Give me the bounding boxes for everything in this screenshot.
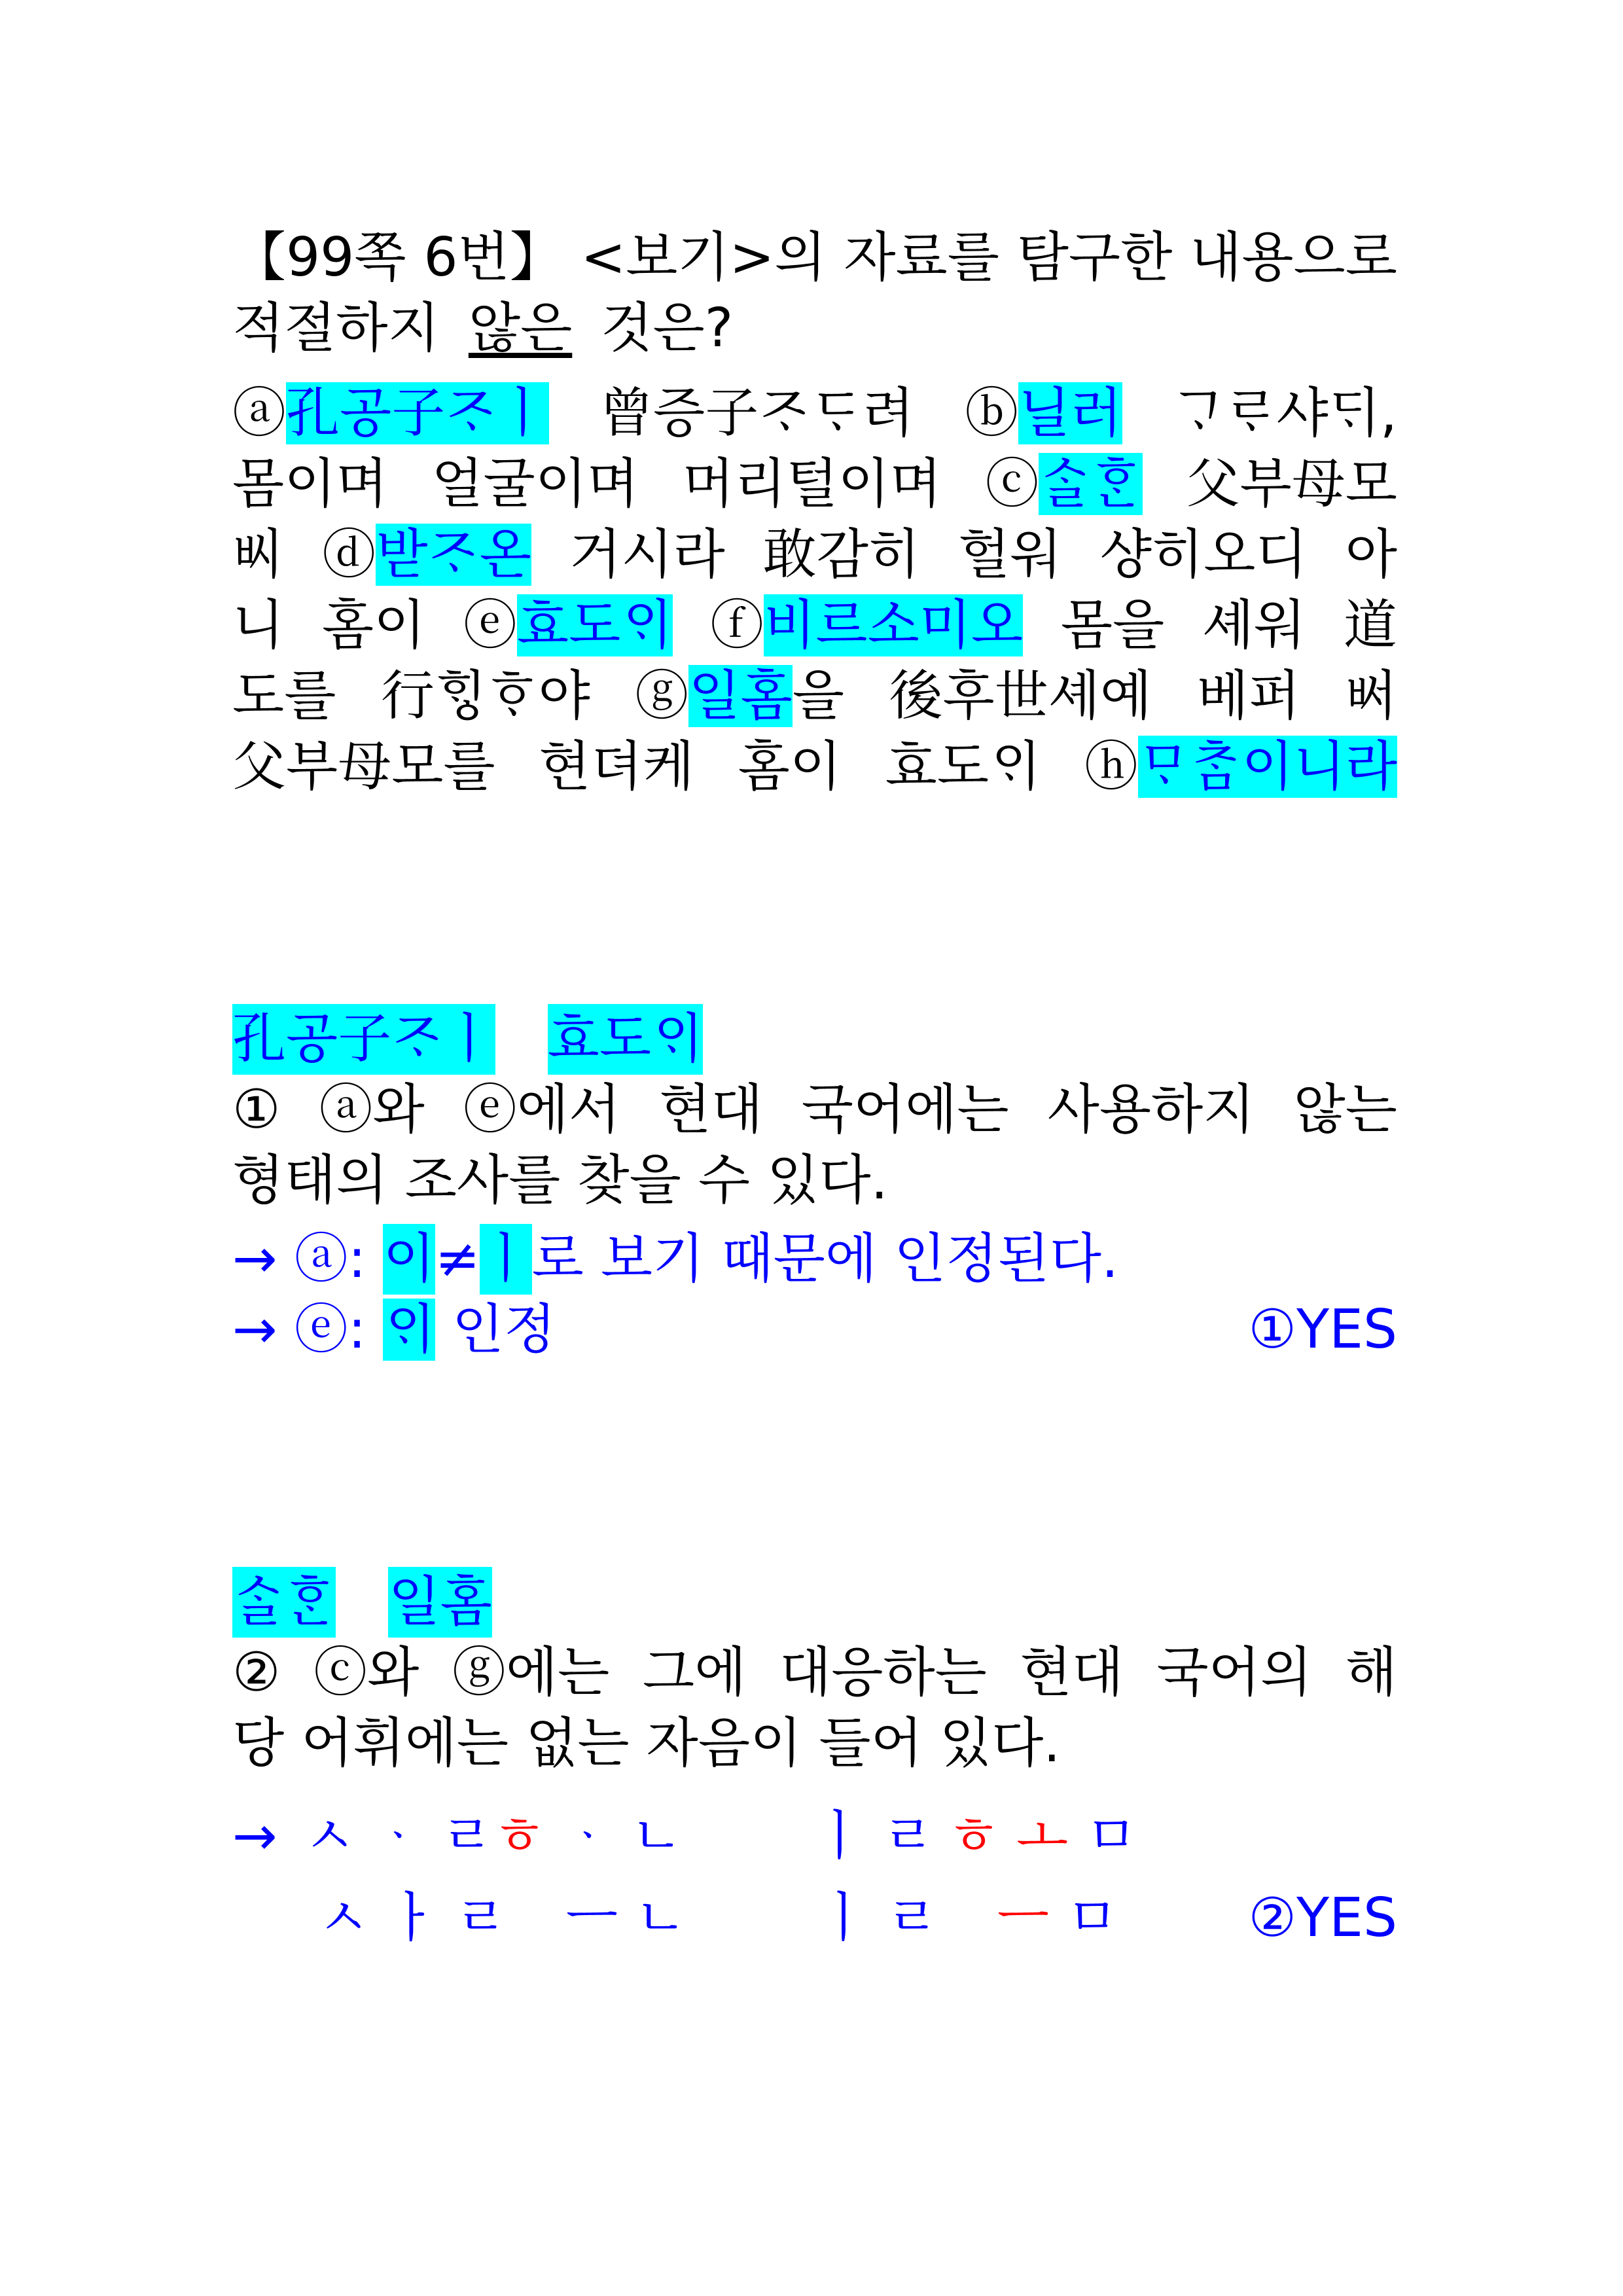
jamo-sequence: ㅣ ㄹ [813, 1805, 935, 1867]
passage-word: 얼굴이며 [431, 453, 639, 515]
passage-line-6 [232, 732, 1397, 802]
statement-word: 않는 [1293, 1079, 1397, 1141]
marker-d: ⓓ [322, 524, 376, 586]
passage-word: 머리털이며 [682, 453, 942, 515]
section-1-answer-1 [232, 1224, 1397, 1295]
answer-highlight: ㅣ [480, 1224, 531, 1295]
not-equal-symbol: ≠ [435, 1228, 480, 1290]
question-word: 6번】 [423, 226, 563, 289]
question-word: 자료를 [844, 226, 999, 289]
passage-word: ᄡᅵ [232, 524, 285, 586]
statement-text: 형태의 조사를 찾을 수 있다. [232, 1149, 888, 1211]
passage-word: 샹히오디 [1099, 524, 1308, 586]
answer-arrow: → ⓐ: [232, 1228, 383, 1290]
jamo-sequence: ㅣ ㄹ [817, 1887, 938, 1949]
passage-word: 父부母모 [1186, 453, 1397, 515]
highlight-a: 孔공子ᄌᆞㅣ [286, 382, 549, 444]
passage-block [232, 378, 1397, 802]
tag-highlight: ᄉᆞᆯᄒᆞᆫ [232, 1567, 336, 1638]
passage-word: 몸을 [1060, 594, 1165, 656]
marker-c: ⓒ [985, 453, 1039, 515]
jamo-sequence-red: ㅎ [493, 1805, 545, 1867]
jamo-sequence: ㅁ [1049, 1887, 1118, 1949]
highlight-c: ᄉᆞᆯᄒᆞᆫ [1039, 453, 1143, 515]
statement-word: 사용하지 [1047, 1079, 1255, 1141]
highlight-g: 일홈 [688, 665, 793, 727]
passage-word: 曾증子ᄌᆞᄃᆞ려 [599, 382, 914, 444]
statement-word: ⓔ에서 [463, 1079, 621, 1141]
answer-result: ②YES [1248, 1887, 1397, 1949]
marker-h: ⓗ [1084, 736, 1138, 798]
question-word: 탐구한 [1016, 226, 1173, 289]
question-word: 내용으로 [1190, 226, 1397, 289]
question-keyword-underlined: 않은 [468, 297, 573, 359]
section-2-decomposition-row-1 [232, 1797, 1397, 1876]
section-2 [232, 1567, 1397, 1961]
section-1-statement-1 [232, 1075, 1397, 1145]
passage-line-5 [232, 661, 1397, 732]
statement-word: ⓐ와 [319, 1079, 425, 1141]
passage-word: 敢감히 [762, 524, 921, 586]
answer-text: 인정 [435, 1299, 556, 1361]
passage-line-3 [232, 520, 1397, 590]
statement-word: 현대 [1020, 1641, 1124, 1704]
question-line-2 [232, 293, 1397, 364]
section-2-decomposition-row-2 [232, 1876, 1397, 1961]
passage-word: 父부母모를 [232, 736, 495, 798]
jamo-sequence: ㅅ ㅏ ㄹ [317, 1887, 507, 1949]
passage-line-1 [232, 378, 1397, 449]
section-1-statement-2 [232, 1145, 1397, 1216]
highlight-h: ᄆᆞᄎᆞᆷ이니라 [1137, 736, 1397, 798]
passage-word: 현뎌케 [539, 736, 694, 798]
highlight-e: 효도ᄋᆡ [516, 594, 673, 656]
section-2-tags [232, 1567, 1397, 1638]
statement-word: 그에 [642, 1641, 747, 1704]
statement-word: ② [232, 1641, 281, 1704]
passage-word: 홈이 [738, 736, 842, 798]
passage-word: 거시라 [569, 524, 725, 586]
question-word: 【99쪽 [232, 226, 406, 289]
question-block [232, 223, 1397, 364]
highlight-f: 비르소미오 [764, 594, 1024, 656]
passage-line-4 [232, 590, 1397, 661]
section-1-tags [232, 1004, 1397, 1075]
section-2-statement-2 [232, 1708, 1397, 1779]
jamo-sequence: ㅅ ᆞ ㄹ [303, 1805, 493, 1867]
answer-result: ①YES [1248, 1299, 1397, 1361]
passage-word: 몸이며 [232, 453, 388, 515]
section-1 [232, 1004, 1397, 1365]
passage-word: 後후世셰예 [889, 665, 1152, 727]
tag-highlight: 일홈 [388, 1567, 491, 1638]
jamo-sequence-red: ㅡ [997, 1887, 1049, 1949]
jamo-sequence-red: ㅎ ㅗ [947, 1805, 1069, 1867]
question-line-1 [232, 223, 1397, 293]
marker-a: ⓐ [232, 382, 287, 444]
passage-word: 베퍼 [1196, 665, 1301, 727]
marker-g: ⓖ [635, 665, 689, 727]
marker-b: ⓑ [965, 382, 1019, 444]
jamo-sequence: ㅡ ㄴ [565, 1887, 687, 1949]
tag-highlight: 효도ᄋᆡ [548, 1004, 704, 1075]
passage-word: 헐워 [958, 524, 1062, 586]
statement-word: 국어에는 [801, 1079, 1009, 1141]
section-2-statement-1 [232, 1638, 1397, 1708]
section-1-answer-2 [232, 1295, 1397, 1365]
statement-word: 해 [1345, 1641, 1397, 1704]
jamo-sequence: ᆞ ㄴ [544, 1805, 683, 1867]
answer-highlight: 이 [383, 1224, 435, 1295]
statement-word: ⓒ와 [313, 1641, 419, 1704]
marker-f: ⓕ [710, 594, 764, 656]
statement-word: 국어의 [1156, 1641, 1313, 1704]
passage-word: ᄀᆞᄅᆞ샤ᄃᆡ, [1173, 382, 1397, 444]
statement-word: ① [232, 1079, 281, 1141]
highlight-b: 닐러 [1018, 382, 1122, 444]
question-word: 것은? [601, 297, 734, 359]
passage-word: 을 [792, 665, 844, 727]
answer-arrow: → [232, 1805, 277, 1867]
passage-word: 道 [1343, 594, 1397, 656]
passage-word: 行ᄒᆡᇰᄒᆞ야 [381, 665, 590, 727]
passage-word: 홈이 [321, 594, 426, 656]
passage-word: 아 [1345, 524, 1397, 586]
passage-word: 효도ᄋᆡ [885, 736, 1041, 798]
passage-word: ᄡᅥ [1345, 665, 1397, 727]
statement-word: ⓖ에는 [452, 1641, 610, 1704]
answer-arrow: → ⓔ: [232, 1299, 383, 1361]
answer-highlight: ᄋᆡ [383, 1299, 435, 1361]
passage-line-2 [232, 449, 1397, 520]
statement-text: 당 어휘에는 없는 자음이 들어 있다. [232, 1712, 1061, 1774]
statement-word: 현대 [659, 1079, 763, 1141]
question-word: <보기>의 [580, 226, 827, 289]
highlight-d: 받ᄌᆞ온 [376, 524, 531, 586]
passage-word: 니 [232, 594, 285, 656]
answer-text: 로 보기 때문에 인정된다. [531, 1228, 1119, 1290]
statement-word: 대응하는 [779, 1641, 987, 1704]
tag-highlight: 孔공子ᄌᆞㅣ [232, 1004, 495, 1075]
passage-word: 도를 [232, 665, 336, 727]
passage-word: 셰워 [1202, 594, 1306, 656]
jamo-sequence: ㅁ [1068, 1805, 1137, 1867]
marker-e: ⓔ [463, 594, 517, 656]
question-word: 적절하지 [232, 297, 440, 359]
